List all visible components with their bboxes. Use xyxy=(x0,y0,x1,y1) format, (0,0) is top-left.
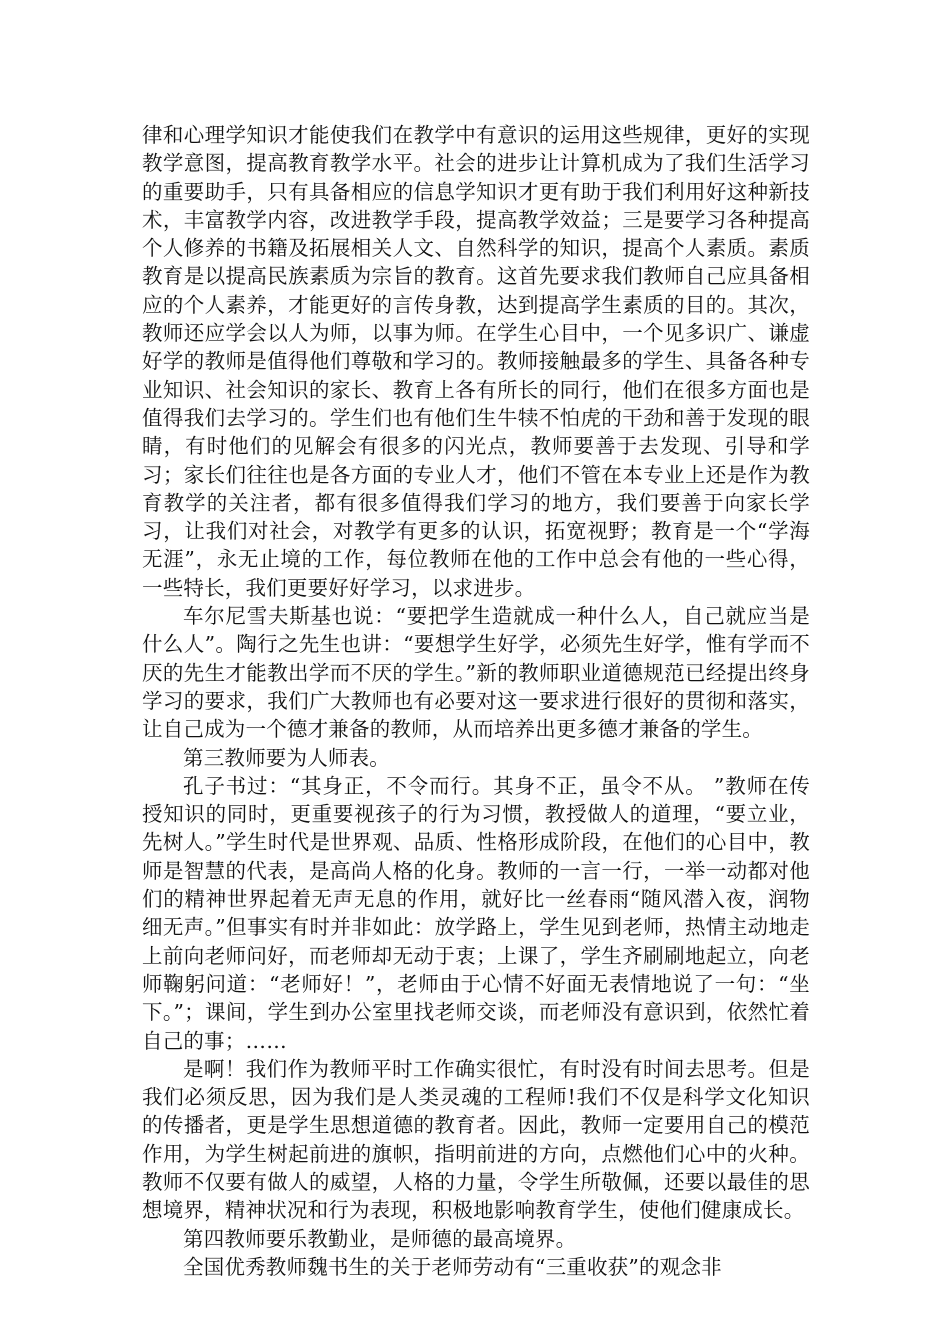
paragraph-confucius-example: 孔子书过：“其身正，不令而行。其身不正，虽令不从。 ”教师在传授知识的同时，更重要视孩子的行为习惯，教授做人的道理，“要立业，先树人。”学生时代是世界观、品质、性格形成阶段，在他们的心目中，教师是智慧的代表，是高尚人格的化身。教师的一言一行，一举一动都对他们的精神世界起着无声无息的作用，就好比一丝春雨“随风潜入夜，润物细无声。”但事实有时并非如此：放学路上，学生见到老师，热情主动地走上前向老师问好，而老师却无动于衷；上课了，学生齐刷刷地起立，向老师鞠躬问道：“老师好！”，老师由于心情不好面无表情地说了一句：“坐下。”；课间，学生到办公室里找老师交谈，而老师没有意识到，依然忙着自己的事；…… xyxy=(142,773,811,1053)
section-heading-third: 第三教师要为人师表。 xyxy=(183,745,390,770)
paragraph-quotes-lifelong-learning: 车尔尼雪夫斯基也说：“要把学生造就成一种什么人，自己就应当是什么人”。陶行之先生也讲：“要想学生好学，必须先生好学，惟有学而不厌的先生才能教出学而不厌的学生。”新的教师职业道德规范已经提出终身学习的要求，我们广大教师也有必要对这一要求进行很好的贯彻和落实，让自己成为一个德才兼备的教师，从而培养出更多德才兼备的学生。 xyxy=(142,604,810,742)
paragraph-learning-continued: 律和心理学知识才能使我们在教学中有意识的运用这些规律，更好的实现教学意图，提高教育教学水平。社会的进步让计算机成为了我们生活学习的重要助手，只有具备相应的信息学知识才更有助于我们利用好这种新技术，丰富教学内容，改进教学手段，提高教学效益；三是要学习各种提高个人修养的书籍及拓展相关人文、自然科学的知识，提高个人素质。素质教育是以提高民族素质为宗旨的教育。这首先要求我们教师自己应具备相应的个人素养，才能更好的言传身教，达到提高学生素质的目的。其次，教师还应学会以人为师，以事为师。在学生心目中，一个见多识广、谦虚好学的教师是值得他们尊敬和学习的。教师接触最多的学生、具备各种专业知识、社会知识的家长、教育上各有所长的同行，他们在很多方面也是值得我们去学习的。学生们也有他们生牛犊不怕虎的干劲和善于发现的眼睛，有时他们的见解会有很多的闪光点，教师要善于去发现、引导和学习；家长们往往也是各方面的专业人才，他们不管在本专业上还是作为教育教学的关注者，都有很多值得我们学习的地方，我们要善于向家长学习，让我们对社会，对教学有更多的认识，拓宽视野；教育是一个“学海无涯”，永无止境的工作，每位教师在他的工作中总会有他的一些心得，一些特长，我们更要好好学习，以求进步。 xyxy=(142,123,810,600)
section-heading-fourth: 第四教师要乐教勤业，是师德的最高境界。 xyxy=(183,1226,577,1251)
paragraph-wei-shusheng: 全国优秀教师魏书生的关于老师劳动有“三重收获”的观念非 xyxy=(183,1254,722,1279)
document-page xyxy=(142,121,810,1281)
paragraph-reflection: 是啊！我们作为教师平时工作确实很忙，有时没有时间去思考。但是我们必须反思，因为我们是人类灵魂的工程师!我们不仅是科学文化知识的传播者，更是学生思想道德的教育者。因此，教师一定要用自己的模范作用，为学生树起前进的旗帜，指明前进的方向，点燃他们心中的火种。教师不仅要有做人的威望，人格的力量，令学生所敬佩，还要以最佳的思想境界，精神状况和行为表现，积极地影响教育学生，使他们健康成长。 xyxy=(142,1056,810,1223)
